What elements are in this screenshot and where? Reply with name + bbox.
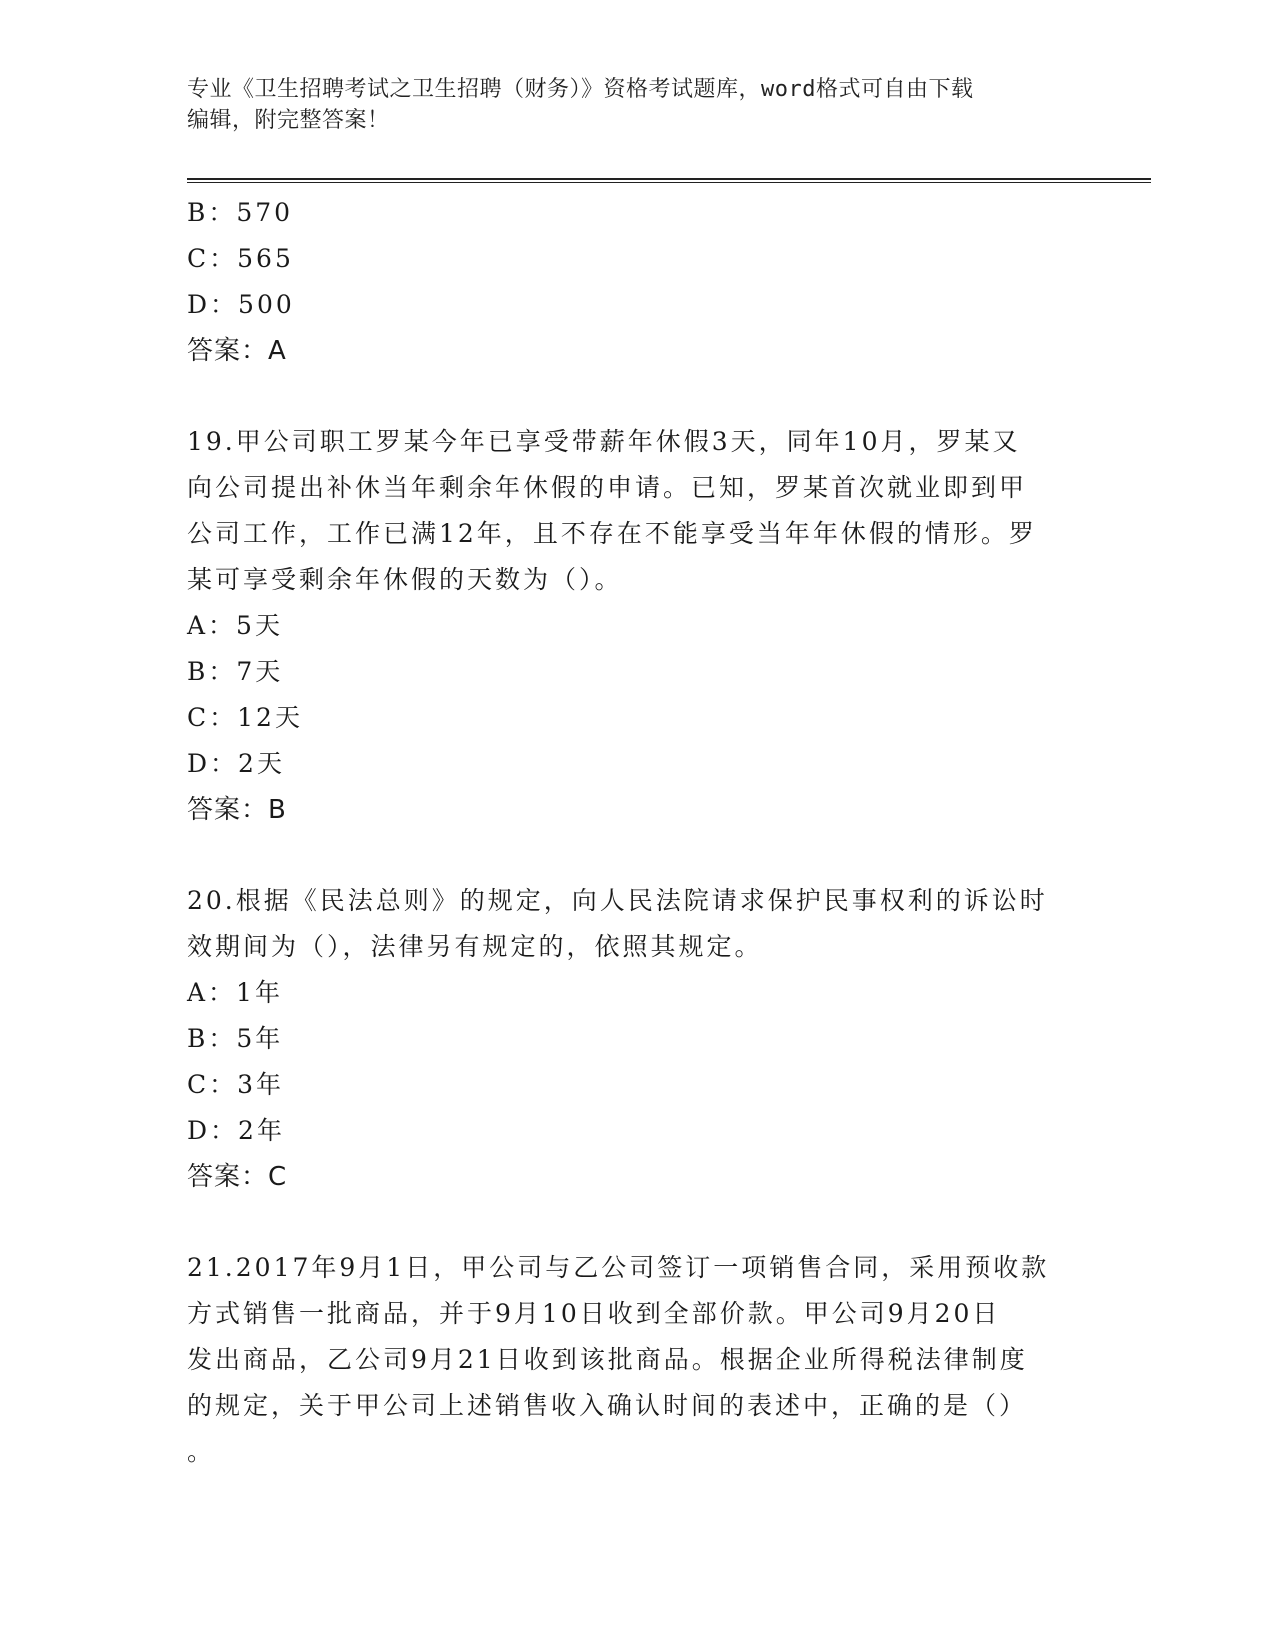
question-21 <box>187 1245 1087 1475</box>
prev-question-tail <box>187 190 1087 374</box>
question-text-line: 发出商品，乙公司9月21日收到该批商品。根据企业所得税法律制度 <box>187 1345 1028 1374</box>
question-text-line: 方式销售一批商品，并于9月10日收到全部价款。甲公司9月20日 <box>187 1299 1001 1328</box>
header-divider-thin <box>187 182 1151 183</box>
option-d: D：2年 <box>187 1116 285 1145</box>
question-text-line: 的规定，关于甲公司上述销售收入确认时间的表述中，正确的是（） <box>187 1391 1028 1420</box>
document-header <box>187 74 1087 136</box>
option-d: D：500 <box>187 290 295 319</box>
question-text-line: 20.根据《民法总则》的规定，向人民法院请求保护民事权利的诉讼时 <box>187 886 1048 915</box>
question-text-line: 向公司提出补休当年剩余年休假的申请。已知，罗某首次就业即到甲 <box>187 473 1028 502</box>
header-line-2: 编辑，附完整答案！ <box>187 108 390 133</box>
option-c: C：12天 <box>187 703 303 732</box>
option-b: B：5年 <box>187 1024 284 1053</box>
question-text-line: 21.2017年9月1日，甲公司与乙公司签订一项销售合同，采用预收款 <box>187 1253 1050 1282</box>
option-c: C：3年 <box>187 1070 285 1099</box>
question-text-line: 某可享受剩余年休假的天数为（）。 <box>187 565 623 594</box>
option-b: B：570 <box>187 198 294 227</box>
document-body <box>187 190 1087 1475</box>
answer-line: 答案：C <box>187 1162 288 1192</box>
option-a: A：1年 <box>187 978 283 1007</box>
header-line-1: 专业《卫生招聘考试之卫生招聘（财务）》资格考试题库，word格式可自由下载 <box>187 77 974 102</box>
option-d: D：2天 <box>187 749 285 778</box>
answer-line: 答案：B <box>187 795 287 825</box>
option-b: B：7天 <box>187 657 284 686</box>
option-c: C：565 <box>187 244 294 273</box>
question-text-line: 效期间为（），法律另有规定的，依照其规定。 <box>187 932 763 961</box>
question-text-line: 公司工作，工作已满12年，且不存在不能享受当年年休假的情形。罗 <box>187 519 1037 548</box>
question-19 <box>187 419 1087 833</box>
answer-line: 答案：A <box>187 336 287 366</box>
question-text-line: 19.甲公司职工罗某今年已享受带薪年休假3天，同年10月，罗某又 <box>187 427 1021 456</box>
header-divider <box>187 178 1151 180</box>
question-20 <box>187 878 1087 1200</box>
question-text-line: 。 <box>187 1437 216 1466</box>
option-a: A：5天 <box>187 611 283 640</box>
